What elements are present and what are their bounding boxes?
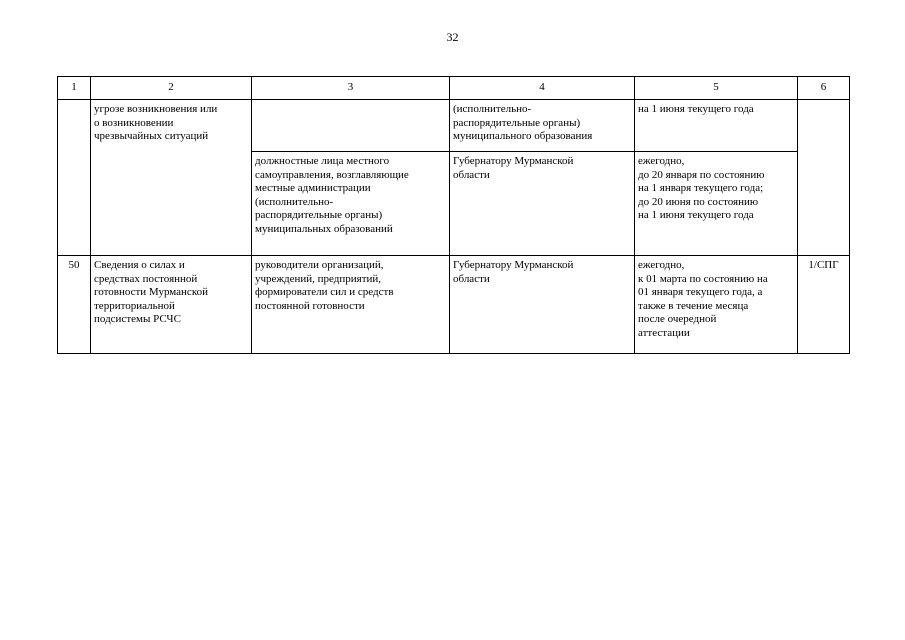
header-cell-6: 6 bbox=[798, 77, 850, 100]
header-cell-1: 1 bbox=[58, 77, 91, 100]
row-50-col4-cell bbox=[450, 256, 635, 354]
header-cell-2: 2 bbox=[91, 77, 252, 100]
row-50-col6-cell bbox=[798, 256, 850, 354]
row-50-col3-text: руководители организаций, учреждений, предприятий, формирователи сил и средств постоянной готовности bbox=[255, 259, 394, 312]
row-50-number-cell bbox=[58, 256, 91, 354]
row-50-col2-cell bbox=[91, 256, 252, 354]
continuation-b-col3-cell bbox=[252, 152, 450, 256]
continuation-number-cell bbox=[58, 100, 91, 256]
continuation-col2-text: угрозе возникновения или о возникновении чрезвычайных ситуаций bbox=[94, 103, 218, 142]
continuation-a-col5-text: на 1 июня текущего года bbox=[638, 103, 754, 115]
row-50-col2-text: Сведения о силах и средствах постоянной готовности Мурманской территориальной подсистемы РСЧС bbox=[94, 259, 208, 325]
row-50-code: 1/СПГ bbox=[808, 259, 839, 271]
row-50-number: 50 bbox=[68, 259, 80, 271]
continuation-col6-cell bbox=[798, 100, 850, 256]
continuation-b-col4-cell bbox=[450, 152, 635, 256]
continuation-col2-cell bbox=[91, 100, 252, 256]
row-50-col5-text: ежегодно, к 01 марта по состоянию на 01 января текущего года, а также в течение месяца после очередной аттестации bbox=[638, 259, 768, 339]
continuation-b-col5-cell bbox=[635, 152, 798, 256]
continuation-b-col4-text: Губернатору Мурманской области bbox=[453, 155, 574, 181]
page-number: 32 bbox=[446, 30, 459, 44]
row-50-col4-text: Губернатору Мурманской области bbox=[453, 259, 574, 285]
continuation-a-col3-cell bbox=[252, 100, 450, 152]
header-cell-5: 5 bbox=[635, 77, 798, 100]
continuation-b-col5-text: ежегодно, до 20 января по состоянию на 1 января текущего года; до 20 июня по состоянию на 1 июня текущего года bbox=[638, 155, 765, 221]
table-header-row bbox=[58, 77, 850, 100]
reporting-table bbox=[57, 76, 850, 354]
continuation-a-col5-cell bbox=[635, 100, 798, 152]
continuation-a-col4-cell bbox=[450, 100, 635, 152]
continuation-b-col3-text: должностные лица местного самоуправления, возглавляющие местные администрации (исполнительно- распорядительные органы) муниципальных образований bbox=[255, 155, 409, 235]
table-row-continuation-a bbox=[58, 100, 850, 152]
header-cell-3: 3 bbox=[252, 77, 450, 100]
table-row-50 bbox=[58, 256, 850, 354]
continuation-a-col4-text: (исполнительно- распорядительные органы) муниципального образования bbox=[453, 103, 593, 142]
row-50-col5-cell bbox=[635, 256, 798, 354]
header-cell-4: 4 bbox=[450, 77, 635, 100]
row-50-col3-cell bbox=[252, 256, 450, 354]
